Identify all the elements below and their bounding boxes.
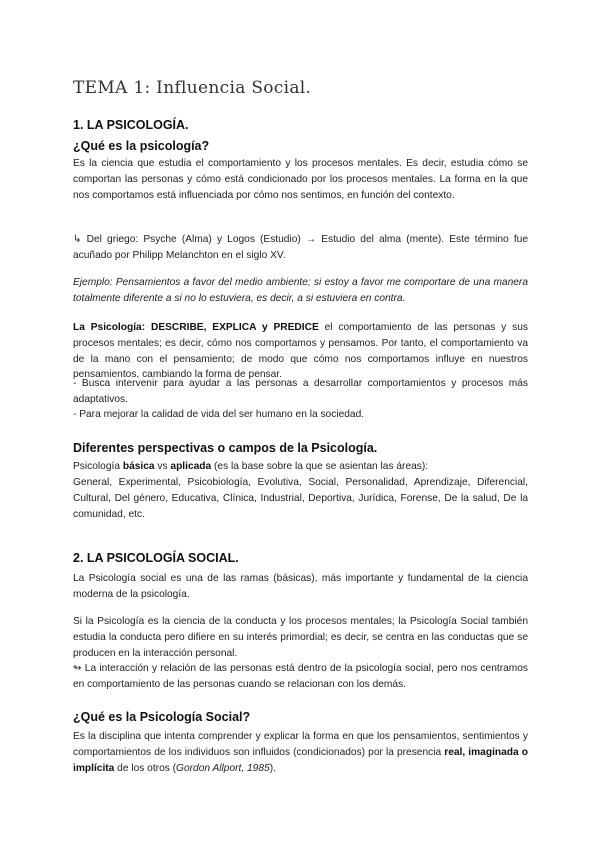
quality-of-life-bullet: - Para mejorar la calidad de vida del ser humano en la sociedad. bbox=[73, 409, 365, 420]
definition-mid: de los otros ( bbox=[114, 762, 177, 774]
section-2-heading: 2. LA PSICOLOGÍA SOCIAL. bbox=[73, 551, 239, 565]
describe-explain-predict-bold: La Psicología: DESCRIBE, EXPLICA y PREDICE bbox=[73, 322, 319, 333]
basic-term: básica bbox=[122, 461, 155, 472]
allport-citation: Gordon Allport, 1985 bbox=[176, 762, 270, 774]
describe-explain-predict-paragraph bbox=[73, 320, 528, 383]
psychology-definition-paragraph: Es la ciencia que estudia el comportamiento y los procesos mentales. Es decir, estudia cómo se comportan las personas y cómo está condicionado por los procesos mentales. La forma en la que nos comportamos está influenciada por cómo nos sentimos, en función del contexto. bbox=[73, 158, 528, 201]
basic-vs-applied-line bbox=[73, 459, 528, 475]
what-is-psychology-heading: ¿Qué es la psicología? bbox=[73, 139, 210, 153]
document-title: TEMA 1: Influencia Social. bbox=[73, 78, 312, 98]
what-is-social-psychology-heading: ¿Qué es la Psicología Social? bbox=[73, 710, 251, 724]
basic-vs-applied-pre: Psicología bbox=[73, 461, 123, 472]
vs-term: vs bbox=[154, 461, 171, 472]
definition-end: ). bbox=[269, 762, 276, 774]
basic-vs-applied-post: (es la base sobre la que se asientan las áreas): bbox=[211, 461, 429, 472]
describe-explain-predict-rest: el comportamiento de las personas y sus procesos mentales; es decir, cómo nos comportamos y pensamos. Por tanto, el comportamiento va de la mano con el pensamiento; de modo que cómo nos comportamos influye en nuestros pensamientos, cambiando la forma de pensar. bbox=[73, 322, 528, 381]
social-psychology-intro-paragraph: La Psicología social es una de las ramas (básicas), más importante y fundamental de la ciencia moderna de la psicología. bbox=[73, 573, 528, 600]
social-psychology-scope-paragraph: Si la Psicología es la ciencia de la conducta y los procesos mentales; la Psicología Social también estudia la conducta pero difiere en su interés primordial; es decir, se centra en las conductas que se producen en la interacción personal. bbox=[73, 616, 528, 659]
example-paragraph: Ejemplo: Pensamientos a favor del medio ambiente; si estoy a favor me comportare de una manera totalmente diferente a si no lo estuviera, es decir, a si estuviera en contra. bbox=[73, 277, 528, 304]
etymology-paragraph: ↳ Del griego: Psyche (Alma) y Logos (Estudio) → Estudio del alma (mente). Este término fue acuñado por Philipp Melanchton en el siglo XV. bbox=[73, 234, 528, 261]
intervention-bullet: - Busca intervenir para ayudar a las personas a desarrollar comportamientos y procesos más adaptativos. bbox=[73, 378, 528, 405]
interaction-paragraph: ↬ La interacción y relación de las personas está dentro de la psicología social, pero nos centramos en comportamiento de las personas cuando se relacionan con los demás. bbox=[73, 663, 528, 690]
psychology-areas-list: General, Experimental, Psicobiología, Evolutiva, Social, Personalidad, Aprendizaje, Diferencial, Cultural, Del género, Educativa, Clínica, Industrial, Deportiva, Jurídica, Forense, De la salud, De la comunidad, etc. bbox=[73, 477, 528, 520]
definition-bold: real, imaginada o implícita bbox=[73, 746, 528, 774]
section-1-heading: 1. LA PSICOLOGÍA. bbox=[73, 118, 189, 132]
social-psychology-definition-paragraph bbox=[73, 729, 528, 776]
perspectives-heading: Diferentes perspectivas o campos de la Psicología. bbox=[73, 441, 378, 455]
applied-term: aplicada bbox=[170, 461, 212, 472]
definition-pre: Es la disciplina que intenta comprender y explicar la forma en que los pensamientos, sentimientos y comportamientos de los individuos son influidos (condicionados) por la presencia bbox=[73, 731, 528, 758]
